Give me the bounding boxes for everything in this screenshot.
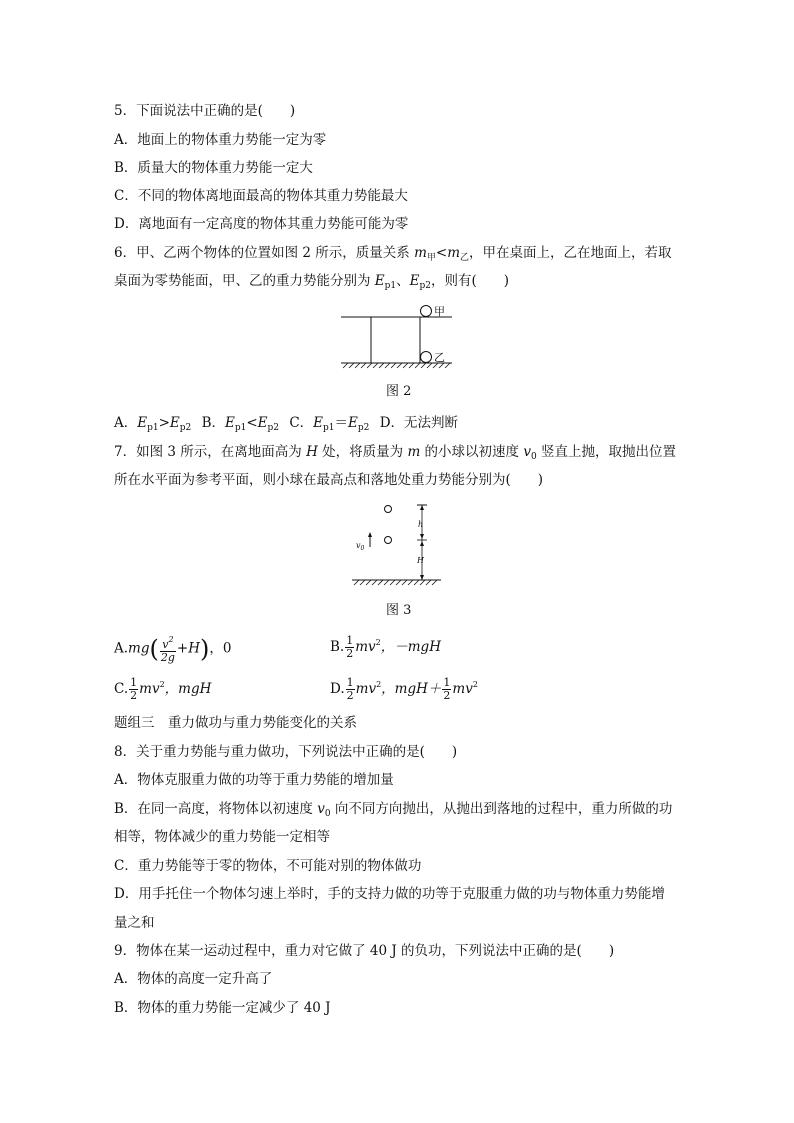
- q6-options: A．$E_{p1}>E_{p2}$ B．$E_{p1}<E_{p2}$ C．$E_{p1}=E_{p2}$ D．无法判断: [114, 415, 459, 433]
- q6-stem-line2: 桌面为零势能面，甲、乙的重力势能分别为 $E_{p1}$、$E_{p2}$，则有( ): [114, 273, 510, 291]
- label-H: H: [417, 556, 424, 565]
- q5-option-c: C．不同的物体离地面最高的物体其重力势能最大: [114, 188, 408, 204]
- q9-option-a: A．物体的高度一定升高了: [114, 971, 273, 987]
- figure-3-throw-diagram: [350, 500, 450, 592]
- q7-option-b: B. $\frac{1}{2}$ $mv^2$，－mgH: [330, 634, 441, 660]
- label-h: h: [418, 520, 424, 529]
- ball-yi: [421, 352, 432, 363]
- q7-option-c: C. $\frac{1}{2}$ $mv^2$，mgH: [114, 676, 212, 702]
- label-v0: $v_0$: [356, 541, 365, 552]
- q5-option-d: D．离地面有一定高度的物体其重力势能可能为零: [114, 216, 409, 232]
- ball-highest: [385, 506, 392, 513]
- figure-2-table-diagram: [335, 300, 465, 372]
- q8-option-b-line2: 相等，物体减少的重力势能一定相等: [114, 829, 330, 845]
- q8-option-d-line1: D．用手托住一个物体匀速上举时，手的支持力做的功等于克服重力做的功与物体重力势能增: [114, 886, 665, 902]
- q7-option-a: A.mg( $\frac{v^2}{2g}$ +H)，0: [114, 635, 232, 664]
- label-jia: 甲: [434, 305, 445, 318]
- velocity-arrowhead: [368, 532, 372, 537]
- q8-option-a: A．物体克服重力做的功等于重力势能的增加量: [114, 772, 394, 788]
- figure-3-caption: 图 3: [386, 603, 412, 618]
- q8-option-b-line1: B．在同一高度，将物体以初速度 $v_0$ 向不同方向抛出，从抛出到落地的过程中，重力所做的功: [114, 801, 673, 819]
- q9-option-b: B．物体的重力势能一定减少了 40 J: [114, 1000, 331, 1016]
- q9-stem: 9．物体在某一运动过程中，重力对它做了 40 J 的负功，下列说法中正确的是( ): [114, 943, 615, 959]
- ground-hatching: [354, 580, 437, 585]
- q5-option-b: B．质量大的物体重力势能一定大: [114, 160, 313, 176]
- q8-option-c: C．重力势能等于零的物体，不可能对别的物体做功: [114, 858, 422, 874]
- q7-stem-line1: 7．如图 3 所示，在离地面高为 H 处，将质量为 m 的小球以初速度 $v_0$ 竖直上抛，取抛出位置: [114, 444, 677, 462]
- ball-start: [385, 537, 392, 544]
- q6-stem-line1: 6．甲、乙两个物体的位置如图 2 所示，质量关系 $m_甲<m_乙$，甲在桌面上，乙在地面上，若取: [114, 245, 672, 263]
- group-3-heading: 题组三 重力做功与重力势能变化的关系: [114, 715, 357, 731]
- q8-option-d-line2: 量之和: [114, 915, 155, 931]
- q7-option-d: D. $\frac{1}{2}$ $mv^2$，mgH＋ $\frac{1}{2}$ $mv^2$: [330, 676, 478, 702]
- q5-option-a: A．地面上的物体重力势能一定为零: [114, 132, 327, 148]
- label-yi: 乙: [434, 351, 445, 364]
- q5-stem: 5．下面说法中正确的是( ): [114, 103, 296, 119]
- q7-stem-line2: 所在水平面为参考平面，则小球在最高点和落地处重力势能分别为( ): [114, 472, 544, 488]
- ball-jia: [421, 306, 432, 317]
- q8-stem: 8．关于重力势能与重力做功，下列说法中正确的是( ): [114, 744, 458, 760]
- figure-2-caption: 图 2: [386, 384, 412, 399]
